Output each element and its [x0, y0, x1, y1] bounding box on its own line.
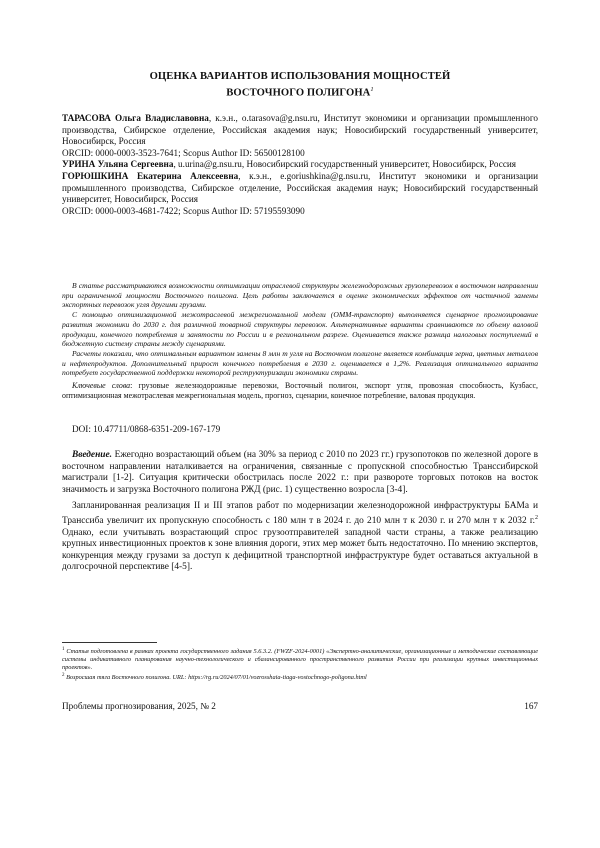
author-ids: ORCID: 0000-0003-4681-7422; Scopus Author ID: 57195593090 [62, 205, 305, 216]
article-title [60, 70, 540, 100]
title-line-1: ОЦЕНКА ВАРИАНТОВ ИСПОЛЬЗОВАНИЯ МОЩНОСТЕЙ [149, 71, 451, 82]
author-details: , u.urina@g.nsu.ru, Новосибирский государственный университет, Новосибирск, Россия [173, 159, 517, 170]
author-details: , к.э.н., e.goriushkina@g.nsu.ru, Институт экономики и организации промышленного производства, Сибирское отделение, Российская академия наук; Новосибирский государственный университет, Новосибирск, Россия [62, 170, 538, 205]
author-entry [62, 171, 538, 206]
footnote-divider [62, 642, 157, 643]
author-ids: ORCID: 0000-0003-3523-7641; Scopus Author ID: 56500128100 [62, 147, 305, 158]
keywords [62, 381, 538, 401]
author-details: , к.э.н., o.tarasova@g.nsu.ru, Институт экономики и организации промышленного производства, Сибирское отделение, Российская академия наук; Новосибирский государственный университет, Новосибирск, Россия [62, 113, 538, 147]
body-paragraph [62, 501, 538, 574]
intro-heading: Введение. [72, 450, 112, 460]
body-text: Однако, если учитывать возрастающий спрос грузоотправителей западной части страны, а также реализацию крупных инвестиционных проектов к зоне влияния дороги, этих мер может быть недостаточно. По мнению экспертов, конкуренция между грузами за доступ к дефицитной транспортной инфраструктуре будет оставаться актуальной в долгосрочной перспективе [4-5]. [62, 527, 538, 573]
abstract-paragraph: В статье рассматриваются возможности оптимизации отраслевой структуры железнодорожных грузоперевозок в восточном направлении при ограниченной мощности Восточного полигона. Цель работы заключается в оценке экономических эффектов от частичной замены экспортных перевозок угля другими грузами. [62, 281, 538, 310]
body-text: Запланированная реализация II и III этапов работ по модернизации железнодорожной инфраструктуры БАМа и Транссиба увеличит их пропускную способность с 180 млн т в 2024 г. до 210 млн т к 2030 г. и 270 млн т к 2032 г. [62, 501, 538, 527]
abstract-paragraph: Расчеты показали, что оптимальным вариантом замены 8 млн т угля на Восточном полигоне является комбинация зерна, цветных металлов и нефтепродуктов. Дополнительный прирост конечного потребления в 2030 г. оценивается в 1,2%. Реализация оптимального варианта потребует государственной поддержки некоторой реструктуризации экономики страны. [62, 348, 538, 378]
author-name: ГОРЮШКИНА Екатерина Алексеевна [62, 170, 239, 181]
abstract [62, 281, 538, 378]
author-list [62, 113, 538, 217]
page-number: 167 [524, 701, 538, 711]
footnote-text[interactable]: Возросшая тяга Восточного полигона. URL: https://rg.ru/2024/07/01/vozrosshaia-tiaga-vostochnogo-poligona.html [64, 674, 367, 682]
title-line-2 [60, 83, 540, 100]
title-line-2-text: ВОСТОЧНОГО ПОЛИГОНА [226, 87, 371, 99]
author-name: УРИНА Ульяна Сергеевна [62, 159, 174, 170]
keywords-paragraph [62, 381, 538, 401]
author-name: ТАРАСОВА Ольга Владиславовна [62, 113, 209, 123]
body-paragraph [62, 450, 538, 496]
footnote-item [62, 672, 538, 682]
article-body [62, 450, 538, 579]
footnote-mark: 1 [62, 647, 65, 652]
title-footnote-mark[interactable]: 1 [370, 86, 374, 93]
keywords-label: Ключевые слова [72, 381, 131, 390]
author-entry [62, 159, 538, 171]
footnote-item [62, 646, 538, 672]
footnote-text: Статья подготовлена в рамках проекта государственного задания 5.6.3.2. (FWZF-2024-0001) «Экспертно-аналитические, организационные и методические составляющие системы индикативного планирования научно-технологического и сбалансированного пространственного развития России при реализации крупных инвестиционных проектов». [62, 648, 538, 672]
footnotes [62, 646, 538, 683]
journal-footer: Проблемы прогнозирования, 2025, № 2 [62, 701, 216, 711]
doi-link[interactable]: DOI: 10.47711/0868-6351-209-167-179 [72, 424, 221, 434]
body-text: Ежегодно возрастающий объем (на 30% за период с 2010 по 2023 гг.) грузопотоков по железной дороге в восточном направлении наталкивается на ограничения, связанные с пропускной способностью Транссибирской магистрали [1-2]. Ситуация критически обострилась после 2022 г.: при развороте торговых потоков на восток значимость и загрузка Восточного полигона РЖД (рис. 1) существенно возросла [3-4]. [62, 450, 538, 495]
footnote-ref[interactable]: 2 [535, 514, 538, 521]
author-entry [62, 113, 538, 148]
abstract-paragraph: С помощью оптимизационной межотраслевой межрегиональной модели (ОММ-транспорт) выполняется сценарное прогнозирование развития экономики до 2030 г. для различной товарной структуры перевозок. Альтернативные варианты сравниваются по объему валовой продукции, конечного потребления и занятости по России и в региональном разрезе. Оценивается также разница налоговых поступлений в бюджетную систему страны между сценариями. [62, 310, 538, 349]
footnote-mark: 2 [62, 673, 65, 679]
keywords-text: : грузовые железнодорожные перевозки, Восточный полигон, экспорт угля, провозная способность, Кузбасс, оптимизационная межотраслевая межрегиональная модель, прогноз, сценарии, конечное потребление, валовая продукция. [62, 381, 539, 400]
